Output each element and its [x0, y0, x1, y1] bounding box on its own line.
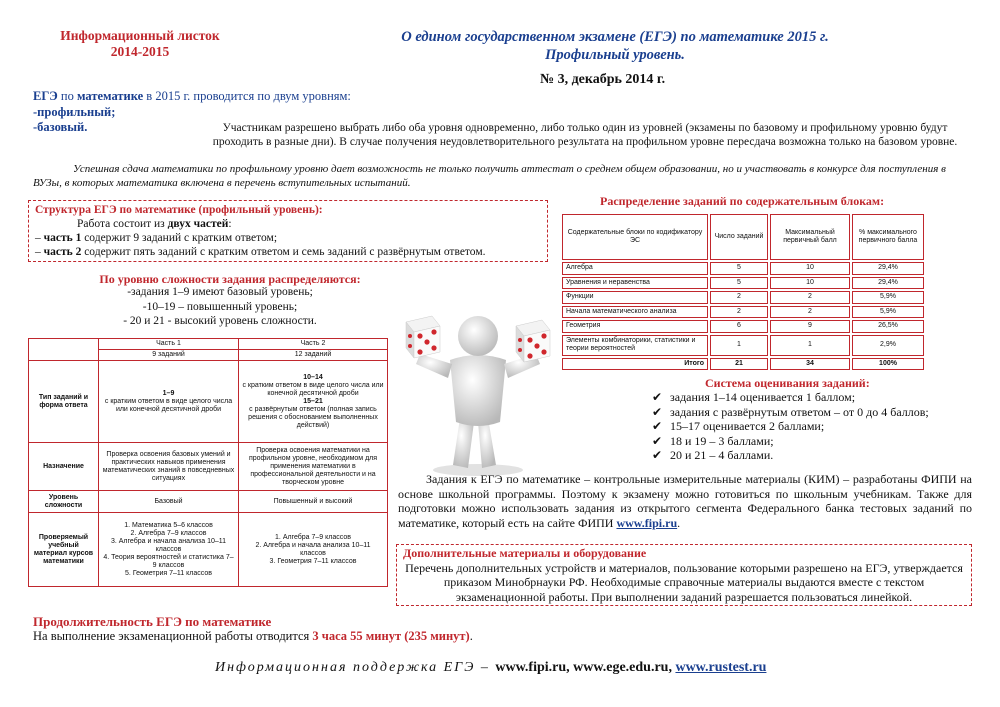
structure-line3: [35, 245, 541, 259]
p1-range: 1–9: [162, 389, 175, 397]
dist-cell: 2: [770, 291, 850, 304]
duration-text: [33, 629, 473, 644]
table-row-total: [562, 358, 924, 371]
dist-cell: 26,5%: [852, 320, 924, 333]
dist-header: % максимального первичного балла: [852, 214, 924, 260]
part1-header: Часть 1: [99, 339, 239, 350]
scoring-title: Система оценивания заданий:: [705, 376, 870, 390]
row-level-label: Уровень сложности: [29, 491, 99, 513]
table-row: [562, 277, 924, 290]
dist-cell: 6: [710, 320, 768, 333]
difficulty-item: -задания 1–9 имеют базовый уровень;: [127, 286, 313, 298]
table-row: [562, 291, 924, 304]
difficulty-item: - 20 и 21 - высокий уровень сложности.: [123, 315, 317, 327]
dist-cell: 1: [770, 335, 850, 356]
check-icon: ✔: [652, 419, 663, 433]
dist-cell: 29,4%: [852, 262, 924, 275]
dist-cell: 5: [710, 277, 768, 290]
table-row: [562, 262, 924, 275]
main-title: О едином государственном экзамене (ЕГЭ) по математике 2015 г.: [401, 29, 829, 45]
dist-cell: 10: [770, 262, 850, 275]
row-purpose-label: Назначение: [29, 443, 99, 491]
table-row: [562, 320, 924, 333]
p1-level: Базовый: [99, 491, 239, 513]
duration-end: .: [469, 629, 473, 643]
materials-text: Перечень дополнительных устройств и материалов, пользование которыми разрешено на ЕГЭ, утверждается приказом Минобрнауки РФ. Необходимые справочные материалы выдаются вместе с текстом экзаменационной работы. При выполнении заданий разрешается пользоваться линейкой.: [405, 560, 963, 604]
dist-cell: Итого: [562, 358, 708, 371]
dist-header: Максимальный первичный балл: [770, 214, 850, 260]
scoring-text: задания с развёрнутым ответом – от 0 до 4 баллов;: [670, 404, 929, 419]
check-icon: ✔: [652, 390, 663, 404]
p2-purpose: Проверка освоения математики на профильном уровне, необходимом для применения математики в профессиональной деятельности и на творческом уровне: [239, 443, 388, 491]
material-item: 1. Математика 5–6 классов: [124, 521, 213, 529]
scoring-text: задания 1–14 оценивается 1 баллом;: [670, 390, 856, 404]
scoring-text: 18 и 19 – 3 баллами;: [670, 433, 774, 448]
dist-cell: 1: [710, 335, 768, 356]
s-l1b: двух частей: [167, 218, 229, 230]
dice-figure-illustration: [398, 300, 560, 480]
material-item: 4. Теория вероятностей и статистика 7–9 классов: [103, 553, 234, 569]
issue-number: № 3, декабрь 2014 г.: [540, 72, 666, 87]
check-icon: ✔: [652, 433, 663, 448]
intro-po: по: [57, 89, 77, 103]
distribution-table: [560, 212, 926, 372]
p2-level: Повышенный и высокий: [239, 491, 388, 513]
dist-cell: 5,9%: [852, 306, 924, 319]
dist-cell: 2: [770, 306, 850, 319]
dist-cell: Начала математического анализа: [562, 306, 708, 319]
leaflet-years: 2014-2015: [110, 44, 170, 59]
dist-header: Число заданий: [710, 214, 768, 260]
p2-material: [239, 513, 388, 587]
dist-cell: 29,4%: [852, 277, 924, 290]
dist-cell: 5,9%: [852, 291, 924, 304]
scoring-text: 20 и 21 – 4 баллами.: [670, 448, 774, 462]
material-item: 3. Алгебра и начала анализа 10–11 классов: [110, 537, 227, 553]
material-item: 3. Геометрия 7–11 классов: [269, 557, 357, 565]
p2-range1: 10–14: [303, 373, 323, 381]
s-l2b: часть 1: [43, 232, 82, 244]
footer-label: Информационная поддержка ЕГЭ –: [215, 660, 496, 675]
dist-cell: 2,9%: [852, 335, 924, 356]
math-label: математике: [76, 89, 144, 103]
material-item: 2. Алгебра и начала анализа 10–11 классов: [255, 541, 371, 557]
s-l2a: –: [35, 232, 44, 244]
dist-header: Содержательные блоки по кодификатору ЭС: [562, 214, 708, 260]
level-basic: -базовый.: [33, 120, 88, 134]
corner-cell: [29, 339, 99, 361]
dist-cell: Функции: [562, 291, 708, 304]
list-item: [652, 419, 972, 434]
list-item: [652, 434, 972, 449]
structure-line1: [35, 217, 541, 231]
p1-desc: с кратким ответом в виде целого числа или конечной десятичной дроби: [104, 397, 233, 413]
dist-cell: 2: [710, 291, 768, 304]
choice-text: Участникам разрешено выбрать либо оба уровня одновременно, либо только один из уровней (экзамены по базовому и профильному уровню будут проходить в разные дни). В случае получения неудовлетворительного результата на профильном уровне пересдача возможна только на базовом уровне.: [212, 122, 958, 148]
p1-material: [99, 513, 239, 587]
success-text: Успешная сдача математики по профильному уровню дает возможность не только получить аттестат о среднем общем образовании, но и участвовать в конкурсе для поступления в ВУЗы, в которых математика включена в перечень вступительных испытаний.: [33, 163, 946, 189]
s-l3c: содержит пять заданий с кратким ответом и семь заданий с развёрнутым ответом.: [81, 246, 486, 258]
row-type-label: Тип заданий и форма ответа: [29, 361, 99, 443]
p1-purpose: Проверка освоения базовых умений и практических навыков применения математических знаний в повседневных ситуациях: [99, 443, 239, 491]
footer-sep: ,: [566, 660, 574, 675]
duration-title: Продолжительность ЕГЭ по математике: [33, 614, 272, 629]
level-profile: -профильный;: [33, 104, 116, 119]
dist-cell: 2: [710, 306, 768, 319]
leaflet-title-text: Информационный листок: [60, 28, 220, 43]
dist-cell: Геометрия: [562, 320, 708, 333]
part2-count: 12 заданий: [239, 350, 388, 361]
footer-link-ege[interactable]: www.ege.edu.ru: [573, 660, 669, 675]
check-icon: ✔: [652, 448, 663, 462]
material-item: 1. Алгебра 7–9 классов: [275, 533, 351, 541]
p2-desc2: с развёрнутым ответом (полная запись решения с обоснованием выполненных действий): [248, 405, 378, 429]
s-l1a: Работа состоит из: [77, 218, 168, 230]
structure-box: [28, 200, 548, 262]
materials-title: Дополнительные материалы и оборудование: [403, 546, 647, 560]
table-row: [562, 306, 924, 319]
table-row: [562, 335, 924, 356]
dist-cell: 100%: [852, 358, 924, 371]
footer-link-fipi[interactable]: www.fipi.ru: [495, 660, 567, 675]
list-item: [652, 405, 972, 420]
kim-end: .: [677, 515, 681, 530]
s-l3a: –: [35, 246, 44, 258]
dist-cell: 9: [770, 320, 850, 333]
p2-range2: 15–21: [303, 397, 323, 405]
part1-count: 9 заданий: [99, 350, 239, 361]
difficulty-list: [90, 285, 350, 329]
ege-label: ЕГЭ: [33, 89, 58, 103]
list-item: [652, 448, 972, 463]
s-l1c: :: [228, 218, 232, 230]
distribution-title: Распределение заданий по содержательным блокам:: [600, 194, 885, 208]
footer-sep: ,: [668, 660, 676, 675]
part2-header: Часть 2: [239, 339, 388, 350]
leaflet-title: [40, 28, 240, 60]
duration-body: На выполнение экзаменационной работы отводится: [33, 629, 313, 643]
difficulty-title: По уровню сложности задания распределяются:: [99, 272, 361, 286]
level-title: Профильный уровень.: [545, 47, 685, 63]
structure-title: Структура ЕГЭ по математике (профильный уровень):: [35, 204, 323, 216]
kim-text: [398, 472, 972, 530]
footer: [215, 660, 766, 676]
s-l2c: содержит 9 заданий с кратким ответом;: [81, 232, 278, 244]
intro-rest: в 2015 г. проводится по двум уровням:: [143, 89, 351, 103]
right-die: [516, 320, 550, 362]
row-material-label: Проверяемый учебный материал курсов математики: [29, 513, 99, 587]
dist-cell: Алгебра: [562, 262, 708, 275]
p2-desc1: с кратким ответом в виде целого числа или конечной десятичной дроби: [242, 381, 384, 397]
left-die: [406, 316, 440, 358]
part2-type: [239, 361, 388, 443]
dist-cell: 21: [710, 358, 768, 371]
kim-body: Задания к ЕГЭ по математике – контрольные измерительные материалы (КИМ) – разработаны ФИПИ на основе школьной программы. Поэтому к экзамену можно готовиться по школьным учебникам. Также для подготовки можно использовать задания из открытого сегмента Федерального банка тестовых заданий по математике, который есть на сайте ФИПИ: [398, 472, 972, 530]
duration-value: 3 часа 55 минут (235 минут): [312, 629, 470, 643]
check-icon: ✔: [652, 404, 663, 419]
difficulty-item: -10–19 – повышенный уровень;: [142, 300, 298, 313]
dist-cell: Элементы комбинаторики, статистики и теории вероятностей: [562, 335, 708, 356]
footer-link-rustest[interactable]: www.rustest.ru: [675, 660, 767, 675]
page-title: [360, 28, 870, 64]
structure-line2: [35, 231, 541, 245]
dist-cell: 10: [770, 277, 850, 290]
fipi-link[interactable]: www.fipi.ru: [616, 515, 678, 530]
s-l3b: часть 2: [43, 246, 82, 258]
parts-table: [28, 338, 388, 587]
part1-type: [99, 361, 239, 443]
dist-cell: Уравнения и неравенства: [562, 277, 708, 290]
material-item: 5. Геометрия 7–11 классов: [125, 569, 212, 577]
dist-cell: 34: [770, 358, 850, 371]
scoring-text: 15–17 оценивается 2 баллами;: [670, 419, 825, 433]
dist-cell: 5: [710, 262, 768, 275]
materials-box: [396, 544, 972, 606]
material-item: 2. Алгебра 7–9 классов: [130, 529, 207, 537]
scoring-list: [652, 390, 972, 463]
list-item: [652, 390, 972, 405]
